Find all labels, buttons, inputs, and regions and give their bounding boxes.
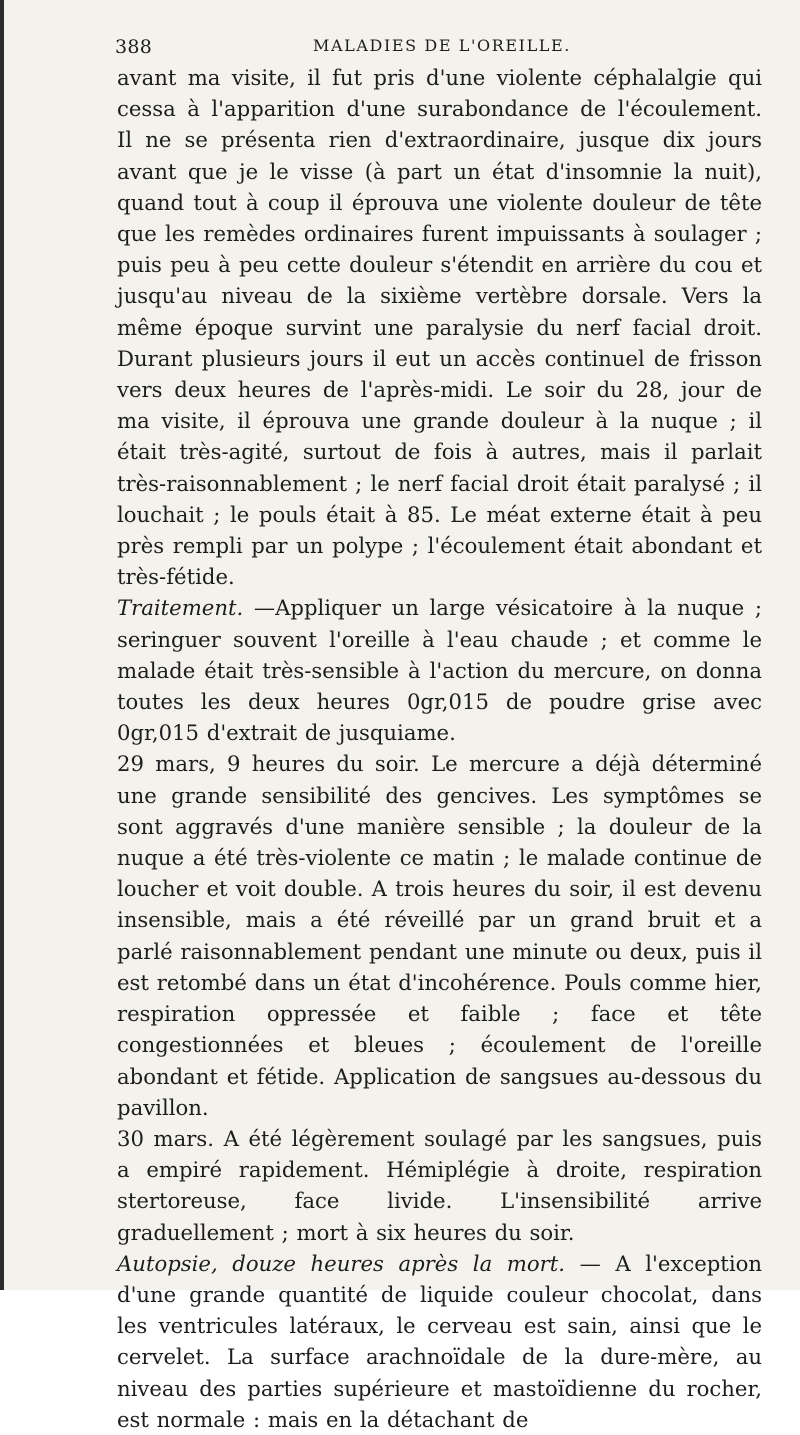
page-header (115, 28, 760, 58)
paragraph-5-text: — A l'exception d'une grande quantité de liquide couleur chocolat, dans les ventricules latéraux, le cerveau est sain, ainsi que le cervelet. La surface arachnoïdale de la dure-mère, au niveau des parties supérieure et mastoïdienne du rocher, est normale : mais en la détachant de (117, 1250, 762, 1432)
paragraph-2-lead: Traitement. (117, 595, 244, 621)
paragraph-1 (117, 62, 762, 592)
running-title: MALADIES DE L'OREILLE. (313, 36, 571, 55)
body-text (117, 62, 762, 1435)
paragraph-4 (117, 1123, 762, 1248)
paragraph-2-text: —Appliquer un large vésicatoire à la nuque ; seringuer souvent l'oreille à l'eau chaude ; et comme le malade était très-sensible à l'action du mercure, on donna toutes les deux heures 0gr,015 de poudre grise avec 0gr,015 d'extrait de jusquiame. (117, 595, 762, 746)
paragraph-1-text: avant ma visite, il fut pris d'une violente céphalalgie qui cessa à l'apparition d'une surabondance de l'écoulement. Il ne se présenta rien d'extraordinaire, jusque dix jours avant que je le visse (à part un état d'insomnie la nuit), quand tout à coup il éprouva une violente douleur de tête que les remèdes ordinaires furent impuissants à soulager ; puis peu à peu cette douleur s'étendit en arrière du cou et jusqu'au niveau de la sixième vertèbre dorsale. Vers la même époque survint une paralysie du nerf facial droit. Durant plusieurs jours il eut un accès continuel de frisson vers deux heures de l'après-midi. Le soir du 28, jour de ma visite, il éprouva une grande douleur à la nuque ; il était très-agité, surtout de fois à autres, mais il parlait très-raisonnablement ; le nerf facial droit était paralysé ; il louchait ; le pouls était à 85. Le méat externe était à peu près rempli par un polype ; l'écoulement était abondant et très-fétide. (117, 65, 762, 590)
paragraph-3-text: 29 mars, 9 heures du soir. Le mercure a déjà déterminé une grande sensibilité des gencives. Les symptômes se sont aggravés d'une manière sensible ; la douleur de la nuque a été très-violente ce matin ; le malade continue de loucher et voit double. A trois heures du soir, il est devenu insensible, mais a été réveillé par un grand bruit et a parlé raisonnablement pendant une minute ou deux, puis il est retombé dans un état d'incohérence. Pouls comme hier, respiration oppressée et faible ; face et tête congestionnées et bleues ; écoulement de l'oreille abondant et fétide. Application de sangsues au-dessous du pavillon. (117, 751, 762, 1120)
paragraph-3 (117, 748, 762, 1122)
page-left-edge (0, 0, 4, 1290)
paragraph-5-lead: Autopsie, douze heures après la mort. (117, 1250, 566, 1276)
paragraph-2 (117, 592, 762, 748)
paragraph-5 (117, 1248, 762, 1435)
paragraph-4-text: 30 mars. A été légèrement soulagé par les sangsues, puis a empiré rapidement. Hémiplégie à droite, respiration stertoreuse, face livide. L'insensibilité arrive graduellement ; mort à six heures du soir. (117, 1125, 762, 1245)
page-number: 388 (115, 36, 153, 58)
